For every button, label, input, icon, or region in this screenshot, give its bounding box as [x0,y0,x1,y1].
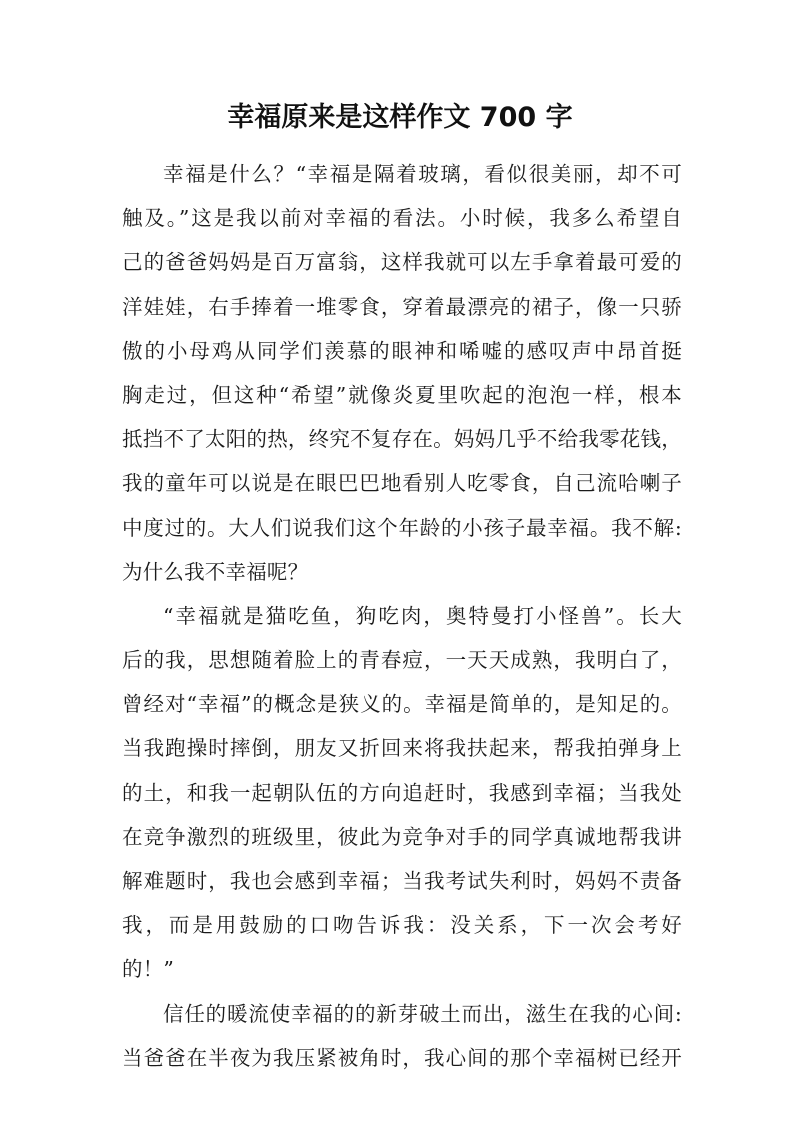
paragraph-1 [122,152,682,594]
text-line: 中度过的。大人们说我们这个年龄的小孩子最幸福。我不解: [122,515,682,540]
text-line: 曾经对“幸福”的概念是狭义的。幸福是简单的，是知足的。 [122,692,682,717]
text-line: 后的我，思想随着脸上的青春痘，一天天成熟，我明白了， [122,648,682,673]
text-line: 己的爸爸妈妈是百万富翁，这样我就可以左手拿着最可爱的 [122,250,682,275]
text-line: 胸走过，但这种“希望”就像炎夏里吹起的泡泡一样，根本 [122,382,682,407]
text-line: 抵挡不了太阳的热，终究不复存在。妈妈几乎不给我零花钱， [122,427,682,452]
text-line: 信任的暖流使幸福的的新芽破土而出，滋生在我的心间: [163,1001,682,1026]
text-line: 我，而是用鼓励的口吻告诉我：没关系，下一次会考好 [122,913,682,938]
text-line: “幸福就是猫吃鱼，狗吃肉，奥特曼打小怪兽”。长大 [163,603,682,628]
document-body [122,152,682,1080]
text-line: 触及。”这是我以前对幸福的看法。小时候，我多么希望自 [122,206,682,231]
text-line: 幸福是什么？“幸福是隔着玻璃，看似很美丽，却不可 [163,162,682,186]
paragraph-3 [122,992,682,1080]
text-line: 的！” [122,957,175,982]
text-line: 洋娃娃，右手捧着一堆零食，穿着最漂亮的裙子，像一只骄 [122,294,682,319]
text-line: 解难题时，我也会感到幸福；当我考试失利时，妈妈不责备 [122,869,682,893]
text-line: 在竞争激烈的班级里，彼此为竞争对手的同学真诚地帮我讲 [122,824,682,849]
text-line: 我的童年可以说是在眼巴巴地看别人吃零食，自己流哈喇子 [122,471,682,496]
text-line: 当爸爸在半夜为我压紧被角时，我心间的那个幸福树已经开 [122,1045,682,1070]
document-title: 幸福原来是这样作文 700 字 [227,102,573,133]
text-line: 傲的小母鸡从同学们羡慕的眼神和唏嘘的感叹声中昂首挺 [122,338,682,363]
text-line: 为什么我不幸福呢？ [122,559,309,584]
paragraph-2 [122,594,682,992]
text-line: 的土，和我一起朝队伍的方向追赶时，我感到幸福；当我处 [122,780,682,805]
text-line: 当我跑操时摔倒，朋友又折回来将我扶起来，帮我拍弹身上 [122,736,682,761]
